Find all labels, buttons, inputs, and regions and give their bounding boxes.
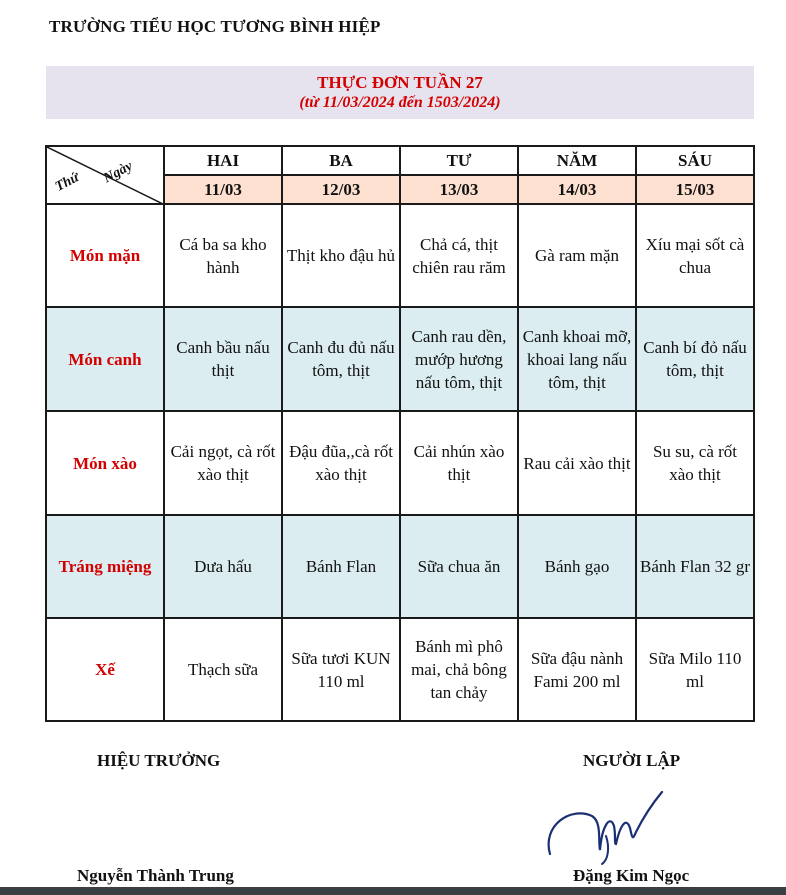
table-row [46,515,754,618]
menu-cell: Sữa chua ăn [400,515,518,618]
day-date-ba: 12/03 [282,175,400,204]
principal-name: Nguyễn Thành Trung [77,866,234,885]
menu-cell: Canh đu đủ nấu tôm, thịt [282,307,400,411]
menu-cell: Canh rau dền, mướp hương nấu tôm, thịt [400,307,518,411]
table-row [46,411,754,515]
menu-title-banner [46,66,754,119]
menu-cell: Cải ngọt, cà rốt xào thịt [164,411,282,515]
row-label-mon-canh: Món canh [46,307,164,411]
day-date-tu: 13/03 [400,175,518,204]
menu-cell: Sữa đậu nành Fami 200 ml [518,618,636,721]
day-name-ba: BA [282,146,400,175]
menu-cell: Thịt kho đậu hủ [282,204,400,307]
corner-label-ngay: Ngày [101,158,136,187]
day-name-nam: NĂM [518,146,636,175]
bottom-bar [0,887,786,895]
menu-cell: Xíu mại sốt cà chua [636,204,754,307]
handwritten-signature [540,786,670,866]
table-corner-header [46,146,164,204]
day-name-tu: TƯ [400,146,518,175]
menu-cell: Sữa tươi KUN 110 ml [282,618,400,721]
weekly-menu-table [45,145,755,722]
menu-cell: Bánh Flan [282,515,400,618]
menu-cell: Thạch sữa [164,618,282,721]
table-row [46,307,754,411]
preparer-title: NGƯỜI LẬP [583,751,681,770]
menu-cell: Bánh mì phô mai, chả bông tan chảy [400,618,518,721]
menu-cell: Đậu đũa,,cà rốt xào thịt [282,411,400,515]
menu-date-range: (từ 11/03/2024 đến 1503/2024) [299,94,501,111]
principal-title: HIỆU TRƯỞNG [97,751,221,770]
corner-label-thu: Thứ [52,170,82,195]
day-name-sau: SÁU [636,146,754,175]
menu-cell: Cải nhún xào thịt [400,411,518,515]
menu-cell: Canh bí đỏ nấu tôm, thịt [636,307,754,411]
menu-cell: Dưa hấu [164,515,282,618]
day-date-hai: 11/03 [164,175,282,204]
menu-cell: Chả cá, thịt chiên rau răm [400,204,518,307]
preparer-name: Đặng Kim Ngọc [573,866,690,885]
menu-cell: Gà ram mặn [518,204,636,307]
row-label-mon-xao: Món xào [46,411,164,515]
day-name-hai: HAI [164,146,282,175]
menu-cell: Canh bầu nấu thịt [164,307,282,411]
menu-cell: Bánh Flan 32 gr [636,515,754,618]
menu-cell: Su su, cà rốt xào thịt [636,411,754,515]
menu-title: THỰC ĐƠN TUẦN 27 [317,73,483,92]
menu-cell: Rau cải xào thịt [518,411,636,515]
row-label-mon-man: Món mặn [46,204,164,307]
day-date-nam: 14/03 [518,175,636,204]
menu-cell: Canh khoai mỡ, khoai lang nấu tôm, thịt [518,307,636,411]
menu-cell: Bánh gạo [518,515,636,618]
menu-cell: Sữa Milo 110 ml [636,618,754,721]
table-row [46,618,754,721]
row-label-trang-mieng: Tráng miệng [46,515,164,618]
menu-cell: Cá ba sa kho hành [164,204,282,307]
row-label-xe: Xế [46,618,164,721]
school-name: TRƯỜNG TIỂU HỌC TƯƠNG BÌNH HIỆP [49,17,381,36]
day-date-sau: 15/03 [636,175,754,204]
table-row [46,204,754,307]
